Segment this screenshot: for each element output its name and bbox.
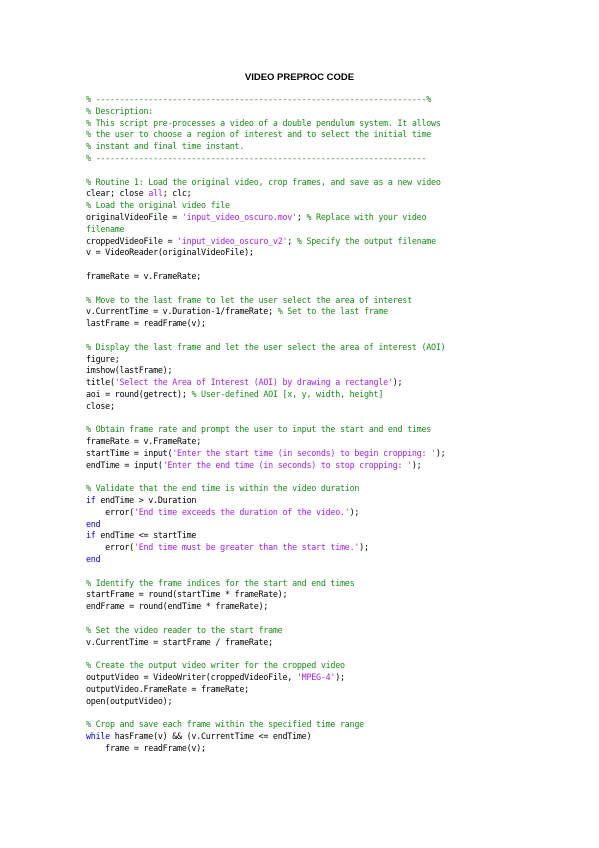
code-line: [86, 566, 516, 578]
comment-token: % ---------------------------------------------------------------------: [86, 152, 427, 163]
code-line: [86, 200, 516, 212]
code-token: endTime = input(: [86, 459, 163, 470]
code-line: [86, 530, 516, 542]
comment-token: % Crop and save each frame within the specified time range: [86, 719, 364, 730]
code-line: [86, 578, 516, 590]
keyword-token: if: [86, 495, 96, 506]
code-line: [86, 247, 516, 259]
comment-token: % Move to the last frame to let the user select the area of interest: [86, 294, 412, 305]
code-line: [86, 129, 516, 141]
comment-token: filename: [86, 223, 125, 234]
code-line: [86, 283, 516, 295]
code-token: ;: [287, 235, 297, 246]
code-token: imshow(lastFrame);: [86, 365, 173, 376]
document-title: VIDEO PREPROC CODE: [244, 72, 355, 83]
code-token: v = VideoReader(originalVideoFile);: [86, 247, 254, 258]
code-line: [86, 696, 516, 708]
keyword-token: while: [86, 731, 110, 742]
code-line: [86, 259, 516, 271]
code-line: [86, 648, 516, 660]
code-line: [86, 731, 516, 743]
keyword-token: if: [86, 530, 96, 541]
comment-token: % Specify the output filename: [296, 235, 436, 246]
code-line: [86, 153, 516, 165]
code-line: [86, 495, 516, 507]
string-token: 'input_video_oscuro.mov': [181, 211, 297, 222]
code-token: ;: [296, 211, 307, 222]
code-line: [86, 377, 516, 389]
comment-token: % This script pre-processes a video of a double pendulum system. It allows: [86, 117, 441, 128]
code-line: [86, 743, 516, 755]
code-line: [86, 436, 516, 448]
code-token: open(outputVideo);: [86, 695, 173, 706]
code-token: outputVideo.FrameRate = frameRate;: [86, 683, 249, 694]
code-line: [86, 613, 516, 625]
code-line: [86, 342, 516, 354]
code-line: [86, 424, 516, 436]
code-line: [86, 660, 516, 672]
code-token: aoi = round(getrect);: [86, 388, 192, 399]
comment-token: % Validate that the end time is within the video duration: [86, 483, 360, 494]
string-token: 'End time must be greater than the start time.': [133, 542, 360, 553]
code-line: [86, 188, 516, 200]
code-line: [86, 672, 516, 684]
comment-token: % Display the last frame and let the user select the area of interest (AOI): [86, 341, 446, 352]
code-line: [86, 318, 516, 330]
code-token: );: [435, 447, 446, 458]
comment-token: % Create the output video writer for the cropped video: [86, 660, 345, 671]
code-token: );: [411, 459, 422, 470]
keyword-token: end: [86, 554, 101, 565]
code-token: );: [335, 672, 345, 683]
code-token: );: [392, 377, 403, 388]
code-token: hasFrame(v) && (v.CurrentTime <= endTime): [109, 731, 312, 742]
comment-token: % Replace with your video: [306, 211, 427, 222]
string-token: 'End time exceeds the duration of the video.': [133, 506, 350, 517]
code-line: [86, 483, 516, 495]
code-token: lastFrame = readFrame(v);: [86, 318, 206, 329]
code-line: [86, 684, 516, 696]
string-token: 'Enter the start time (in seconds) to begin cropping: ': [172, 447, 436, 458]
code-line: [86, 271, 516, 283]
code-line: [86, 306, 516, 318]
code-token: );: [349, 506, 360, 517]
code-line: [86, 236, 516, 248]
code-token: frameRate = v.FrameRate;: [86, 436, 202, 447]
comment-token: % Load the original video file: [86, 200, 230, 211]
code-token: outputVideo = VideoWriter(croppedVideoFile,: [86, 672, 297, 683]
code-line: [86, 554, 516, 566]
comment-token: % Description:: [86, 105, 154, 116]
code-line: [86, 637, 516, 649]
string-token: 'input_video_oscuro_v2': [177, 235, 288, 246]
code-line: [86, 165, 516, 177]
keyword-token: end: [86, 518, 101, 529]
comment-token: % the user to choose a region of interest and to select the initial time: [86, 129, 432, 140]
comment-token: % Obtain frame rate and prompt the user to input the start and end times: [86, 424, 432, 435]
code-line: [86, 519, 516, 531]
string-token: all: [148, 188, 163, 199]
code-line: [86, 94, 516, 106]
code-line: [86, 212, 516, 224]
code-line: [86, 507, 516, 519]
code-token: );: [359, 542, 369, 553]
code-line: [86, 365, 516, 377]
comment-token: % Set to the last frame: [277, 306, 388, 317]
code-line: [86, 448, 516, 460]
code-line: [86, 719, 516, 731]
code-line: [86, 141, 516, 153]
code-line: [86, 330, 516, 342]
comment-token: % instant and final time instant.: [86, 141, 245, 152]
code-token: endTime <= startTime: [95, 530, 197, 541]
comment-token: % Set the video reader to the start frame: [86, 624, 283, 635]
code-line: [86, 542, 516, 554]
code-line: [86, 118, 516, 130]
code-line: [86, 472, 516, 484]
code-line: [86, 224, 516, 236]
code-token: endFrame = round(endTime * frameRate);: [86, 601, 269, 612]
code-token: ; clc;: [162, 188, 192, 199]
code-line: [86, 460, 516, 472]
code-token: error(: [86, 506, 134, 517]
code-line: [86, 354, 516, 366]
code-line: [86, 401, 516, 413]
code-token: startTime = input(: [86, 447, 173, 458]
code-token: endTime > v.Duration: [95, 495, 197, 506]
code-token: error(: [86, 542, 134, 553]
code-token: croppedVideoFile =: [86, 235, 178, 246]
code-line: [86, 589, 516, 601]
code-line: [86, 601, 516, 613]
code-line: [86, 177, 516, 189]
string-token: 'MPEG-4': [296, 672, 336, 683]
code-line: [86, 707, 516, 719]
code-token: v.CurrentTime = startFrame / frameRate;: [86, 636, 273, 647]
code-token: startFrame = round(startTime * frameRate);: [86, 589, 288, 600]
comment-token: % Identify the frame indices for the start and end times: [86, 577, 355, 588]
code-token: close;: [86, 400, 115, 411]
comment-token: % ---------------------------------------------------------------------%: [86, 94, 432, 104]
code-line: [86, 389, 516, 401]
comment-token: % Routine 1: Load the original video, crop frames, and save as a new video: [86, 176, 441, 187]
code-token: figure;: [86, 353, 120, 364]
string-token: 'Enter the end time (in seconds) to stop cropping: ': [162, 459, 412, 470]
code-token: title(: [86, 377, 115, 388]
code-token: originalVideoFile =: [86, 211, 182, 222]
code-token: frame = readFrame(v);: [86, 742, 206, 753]
code-line: [86, 106, 516, 118]
comment-token: % User-defined AOI [x, y, width, height]: [191, 388, 384, 399]
code-token: frameRate = v.FrameRate;: [86, 270, 202, 281]
string-token: 'Select the Area of Interest (AOI) by drawing a rectangle': [114, 377, 393, 388]
code-line: [86, 413, 516, 425]
code-token: v.CurrentTime = v.Duration-1/frameRate;: [86, 306, 278, 317]
code-line: [86, 295, 516, 307]
code-line: [86, 625, 516, 637]
code-block: [86, 94, 516, 755]
code-token: clear; close: [86, 188, 149, 199]
